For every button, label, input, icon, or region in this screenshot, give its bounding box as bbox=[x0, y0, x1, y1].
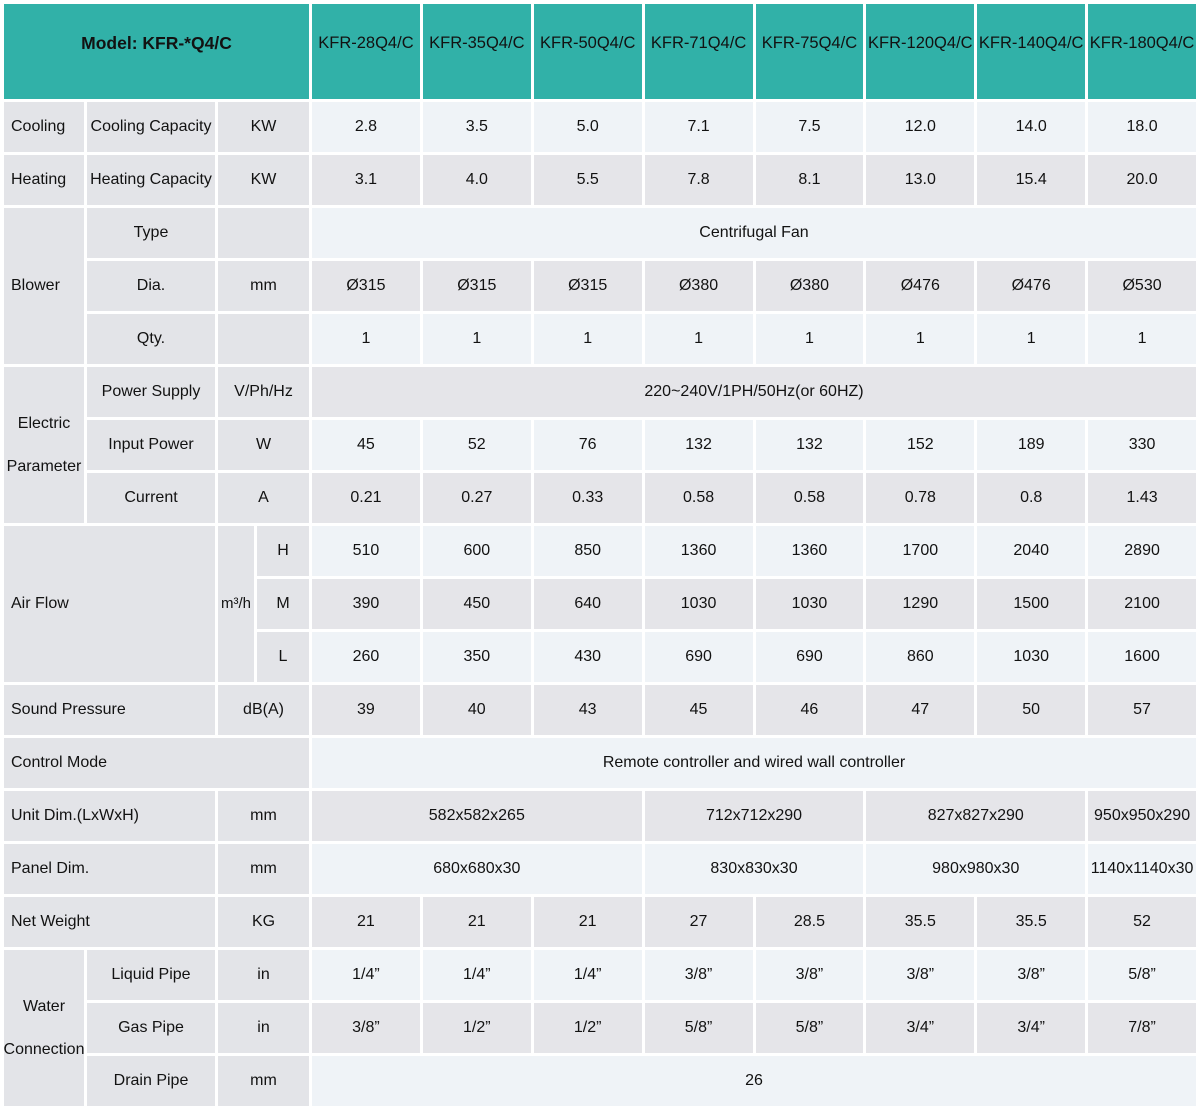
row-label-air-flow-h: H bbox=[257, 526, 309, 576]
data-cell: 47 bbox=[866, 685, 974, 735]
merged-data-cell: 950x950x290 bbox=[1088, 791, 1196, 841]
merged-data-cell: 830x830x30 bbox=[645, 844, 864, 894]
data-cell: 1360 bbox=[645, 526, 753, 576]
data-cell: 21 bbox=[312, 897, 420, 947]
merged-data-cell: 582x582x265 bbox=[312, 791, 642, 841]
row-label-blower-qty: Qty. bbox=[87, 314, 215, 364]
data-cell: Ø476 bbox=[977, 261, 1085, 311]
data-cell: 132 bbox=[756, 420, 864, 470]
data-cell: 1.43 bbox=[1088, 473, 1196, 523]
data-cell: 0.8 bbox=[977, 473, 1085, 523]
row-group-label-cooling: Cooling bbox=[4, 102, 84, 152]
data-cell: 640 bbox=[534, 579, 642, 629]
data-cell: 1030 bbox=[645, 579, 753, 629]
data-cell: Ø315 bbox=[423, 261, 531, 311]
row-label-blower-dia: Dia. bbox=[87, 261, 215, 311]
merged-data-cell: 1140x1140x30 bbox=[1088, 844, 1196, 894]
data-cell: Ø380 bbox=[645, 261, 753, 311]
row-group-label-blower: Blower bbox=[4, 208, 84, 364]
data-cell: 50 bbox=[977, 685, 1085, 735]
data-cell: Ø315 bbox=[534, 261, 642, 311]
data-cell: 260 bbox=[312, 632, 420, 682]
data-cell: 2040 bbox=[977, 526, 1085, 576]
data-cell: 690 bbox=[645, 632, 753, 682]
span-value-blower-type: Centrifugal Fan bbox=[312, 208, 1196, 258]
data-cell: 390 bbox=[312, 579, 420, 629]
row-unit-panel-dim: mm bbox=[218, 844, 309, 894]
data-cell: 40 bbox=[423, 685, 531, 735]
data-cell: 35.5 bbox=[977, 897, 1085, 947]
row-unit-unit-dim: mm bbox=[218, 791, 309, 841]
row-group-label-air-flow: Air Flow bbox=[4, 526, 215, 682]
row-group-label-panel-dim: Panel Dim. bbox=[4, 844, 215, 894]
data-cell: 7/8” bbox=[1088, 1003, 1196, 1053]
data-cell: 3.1 bbox=[312, 155, 420, 205]
data-cell: 3/8” bbox=[312, 1003, 420, 1053]
column-header-4: KFR-71Q4/C bbox=[645, 4, 753, 99]
merged-data-cell: 827x827x290 bbox=[866, 791, 1085, 841]
data-cell: 3/8” bbox=[756, 950, 864, 1000]
merged-data-cell: 980x980x30 bbox=[866, 844, 1085, 894]
data-cell: 1030 bbox=[977, 632, 1085, 682]
data-cell: 1 bbox=[756, 314, 864, 364]
data-cell: 1 bbox=[312, 314, 420, 364]
data-cell: 21 bbox=[423, 897, 531, 947]
row-unit-gas-pipe: in bbox=[218, 1003, 309, 1053]
spec-table-grid bbox=[4, 4, 1196, 1106]
span-value-power-supply: 220~240V/1PH/50Hz(or 60HZ) bbox=[312, 367, 1196, 417]
row-label-input-power: Input Power bbox=[87, 420, 215, 470]
data-cell: 7.1 bbox=[645, 102, 753, 152]
column-header-6: KFR-120Q4/C bbox=[866, 4, 974, 99]
row-unit-input-power: W bbox=[218, 420, 309, 470]
data-cell: 45 bbox=[312, 420, 420, 470]
data-cell: 20.0 bbox=[1088, 155, 1196, 205]
data-cell: 0.33 bbox=[534, 473, 642, 523]
data-cell: 5/8” bbox=[1088, 950, 1196, 1000]
data-cell: 860 bbox=[866, 632, 974, 682]
data-cell: 14.0 bbox=[977, 102, 1085, 152]
column-header-2: KFR-35Q4/C bbox=[423, 4, 531, 99]
row-unit-heating: KW bbox=[218, 155, 309, 205]
row-unit-net-weight: KG bbox=[218, 897, 309, 947]
data-cell: 7.5 bbox=[756, 102, 864, 152]
data-cell: 1/4” bbox=[534, 950, 642, 1000]
data-cell: Ø530 bbox=[1088, 261, 1196, 311]
row-label-liquid-pipe: Liquid Pipe bbox=[87, 950, 215, 1000]
data-cell: Ø315 bbox=[312, 261, 420, 311]
data-cell: 1 bbox=[645, 314, 753, 364]
data-cell: 1290 bbox=[866, 579, 974, 629]
data-cell: 1360 bbox=[756, 526, 864, 576]
data-cell: 189 bbox=[977, 420, 1085, 470]
data-cell: 1 bbox=[1088, 314, 1196, 364]
data-cell: 2.8 bbox=[312, 102, 420, 152]
row-unit-empty bbox=[218, 208, 309, 258]
data-cell: 5.5 bbox=[534, 155, 642, 205]
row-unit-liquid-pipe: in bbox=[218, 950, 309, 1000]
data-cell: 1030 bbox=[756, 579, 864, 629]
row-label-heating-capacity: Heating Capacity bbox=[87, 155, 215, 205]
data-cell: 3/8” bbox=[866, 950, 974, 1000]
row-unit-air-flow: m³/h bbox=[218, 526, 254, 682]
data-cell: 152 bbox=[866, 420, 974, 470]
data-cell: 13.0 bbox=[866, 155, 974, 205]
row-label-air-flow-l: L bbox=[257, 632, 309, 682]
row-group-label-electric-parameter: Electric Parameter bbox=[4, 367, 84, 523]
data-cell: 0.58 bbox=[645, 473, 753, 523]
data-cell: 76 bbox=[534, 420, 642, 470]
data-cell: 1600 bbox=[1088, 632, 1196, 682]
data-cell: 1/4” bbox=[312, 950, 420, 1000]
data-cell: 3/8” bbox=[977, 950, 1085, 1000]
row-label-cooling-capacity: Cooling Capacity bbox=[87, 102, 215, 152]
data-cell: Ø476 bbox=[866, 261, 974, 311]
data-cell: 3/4” bbox=[977, 1003, 1085, 1053]
row-label-air-flow-m: M bbox=[257, 579, 309, 629]
row-group-label-control-mode: Control Mode bbox=[4, 738, 309, 788]
data-cell: 510 bbox=[312, 526, 420, 576]
data-cell: 2890 bbox=[1088, 526, 1196, 576]
data-cell: Ø380 bbox=[756, 261, 864, 311]
row-label-blower-type: Type bbox=[87, 208, 215, 258]
row-unit-sound-pressure: dB(A) bbox=[218, 685, 309, 735]
row-group-label-unit-dim: Unit Dim.(LxWxH) bbox=[4, 791, 215, 841]
span-value-drain-pipe: 26 bbox=[312, 1056, 1196, 1106]
column-header-5: KFR-75Q4/C bbox=[756, 4, 864, 99]
data-cell: 43 bbox=[534, 685, 642, 735]
data-cell: 600 bbox=[423, 526, 531, 576]
data-cell: 12.0 bbox=[866, 102, 974, 152]
data-cell: 1/2” bbox=[534, 1003, 642, 1053]
data-cell: 21 bbox=[534, 897, 642, 947]
data-cell: 3/8” bbox=[645, 950, 753, 1000]
data-cell: 1500 bbox=[977, 579, 1085, 629]
column-header-3: KFR-50Q4/C bbox=[534, 4, 642, 99]
data-cell: 850 bbox=[534, 526, 642, 576]
data-cell: 52 bbox=[1088, 897, 1196, 947]
data-cell: 1 bbox=[866, 314, 974, 364]
data-cell: 1/4” bbox=[423, 950, 531, 1000]
data-cell: 1 bbox=[423, 314, 531, 364]
data-cell: 57 bbox=[1088, 685, 1196, 735]
data-cell: 45 bbox=[645, 685, 753, 735]
data-cell: 430 bbox=[534, 632, 642, 682]
row-label-drain-pipe: Drain Pipe bbox=[87, 1056, 215, 1106]
data-cell: 5.0 bbox=[534, 102, 642, 152]
row-group-label-sound-pressure: Sound Pressure bbox=[4, 685, 215, 735]
row-label-current: Current bbox=[87, 473, 215, 523]
data-cell: 15.4 bbox=[977, 155, 1085, 205]
row-unit-current: A bbox=[218, 473, 309, 523]
data-cell: 5/8” bbox=[645, 1003, 753, 1053]
data-cell: 690 bbox=[756, 632, 864, 682]
data-cell: 350 bbox=[423, 632, 531, 682]
data-cell: 18.0 bbox=[1088, 102, 1196, 152]
data-cell: 52 bbox=[423, 420, 531, 470]
data-cell: 0.27 bbox=[423, 473, 531, 523]
row-label-gas-pipe: Gas Pipe bbox=[87, 1003, 215, 1053]
data-cell: 0.58 bbox=[756, 473, 864, 523]
data-cell: 1 bbox=[977, 314, 1085, 364]
data-cell: 450 bbox=[423, 579, 531, 629]
data-cell: 5/8” bbox=[756, 1003, 864, 1053]
row-label-power-supply: Power Supply bbox=[87, 367, 215, 417]
data-cell: 1/2” bbox=[423, 1003, 531, 1053]
merged-data-cell: 712x712x290 bbox=[645, 791, 864, 841]
data-cell: 28.5 bbox=[756, 897, 864, 947]
row-unit-cooling: KW bbox=[218, 102, 309, 152]
span-value-control-mode: Remote controller and wired wall controller bbox=[312, 738, 1196, 788]
data-cell: 39 bbox=[312, 685, 420, 735]
data-cell: 330 bbox=[1088, 420, 1196, 470]
data-cell: 8.1 bbox=[756, 155, 864, 205]
data-cell: 132 bbox=[645, 420, 753, 470]
row-group-label-heating: Heating bbox=[4, 155, 84, 205]
merged-data-cell: 680x680x30 bbox=[312, 844, 642, 894]
data-cell: 1 bbox=[534, 314, 642, 364]
model-header: Model: KFR-*Q4/C bbox=[4, 4, 309, 99]
row-unit-blower-dia: mm bbox=[218, 261, 309, 311]
data-cell: 3/4” bbox=[866, 1003, 974, 1053]
data-cell: 1700 bbox=[866, 526, 974, 576]
data-cell: 27 bbox=[645, 897, 753, 947]
data-cell: 7.8 bbox=[645, 155, 753, 205]
data-cell: 4.0 bbox=[423, 155, 531, 205]
data-cell: 46 bbox=[756, 685, 864, 735]
column-header-1: KFR-28Q4/C bbox=[312, 4, 420, 99]
row-unit-power-supply: V/Ph/Hz bbox=[218, 367, 309, 417]
data-cell: 2100 bbox=[1088, 579, 1196, 629]
data-cell: 0.78 bbox=[866, 473, 974, 523]
data-cell: 0.21 bbox=[312, 473, 420, 523]
column-header-7: KFR-140Q4/C bbox=[977, 4, 1085, 99]
row-unit-empty bbox=[218, 314, 309, 364]
row-group-label-water-connection: Water Connection bbox=[4, 950, 84, 1106]
column-header-8: KFR-180Q4/C bbox=[1088, 4, 1196, 99]
data-cell: 35.5 bbox=[866, 897, 974, 947]
row-unit-drain-pipe: mm bbox=[218, 1056, 309, 1106]
row-group-label-net-weight: Net Weight bbox=[4, 897, 215, 947]
data-cell: 3.5 bbox=[423, 102, 531, 152]
